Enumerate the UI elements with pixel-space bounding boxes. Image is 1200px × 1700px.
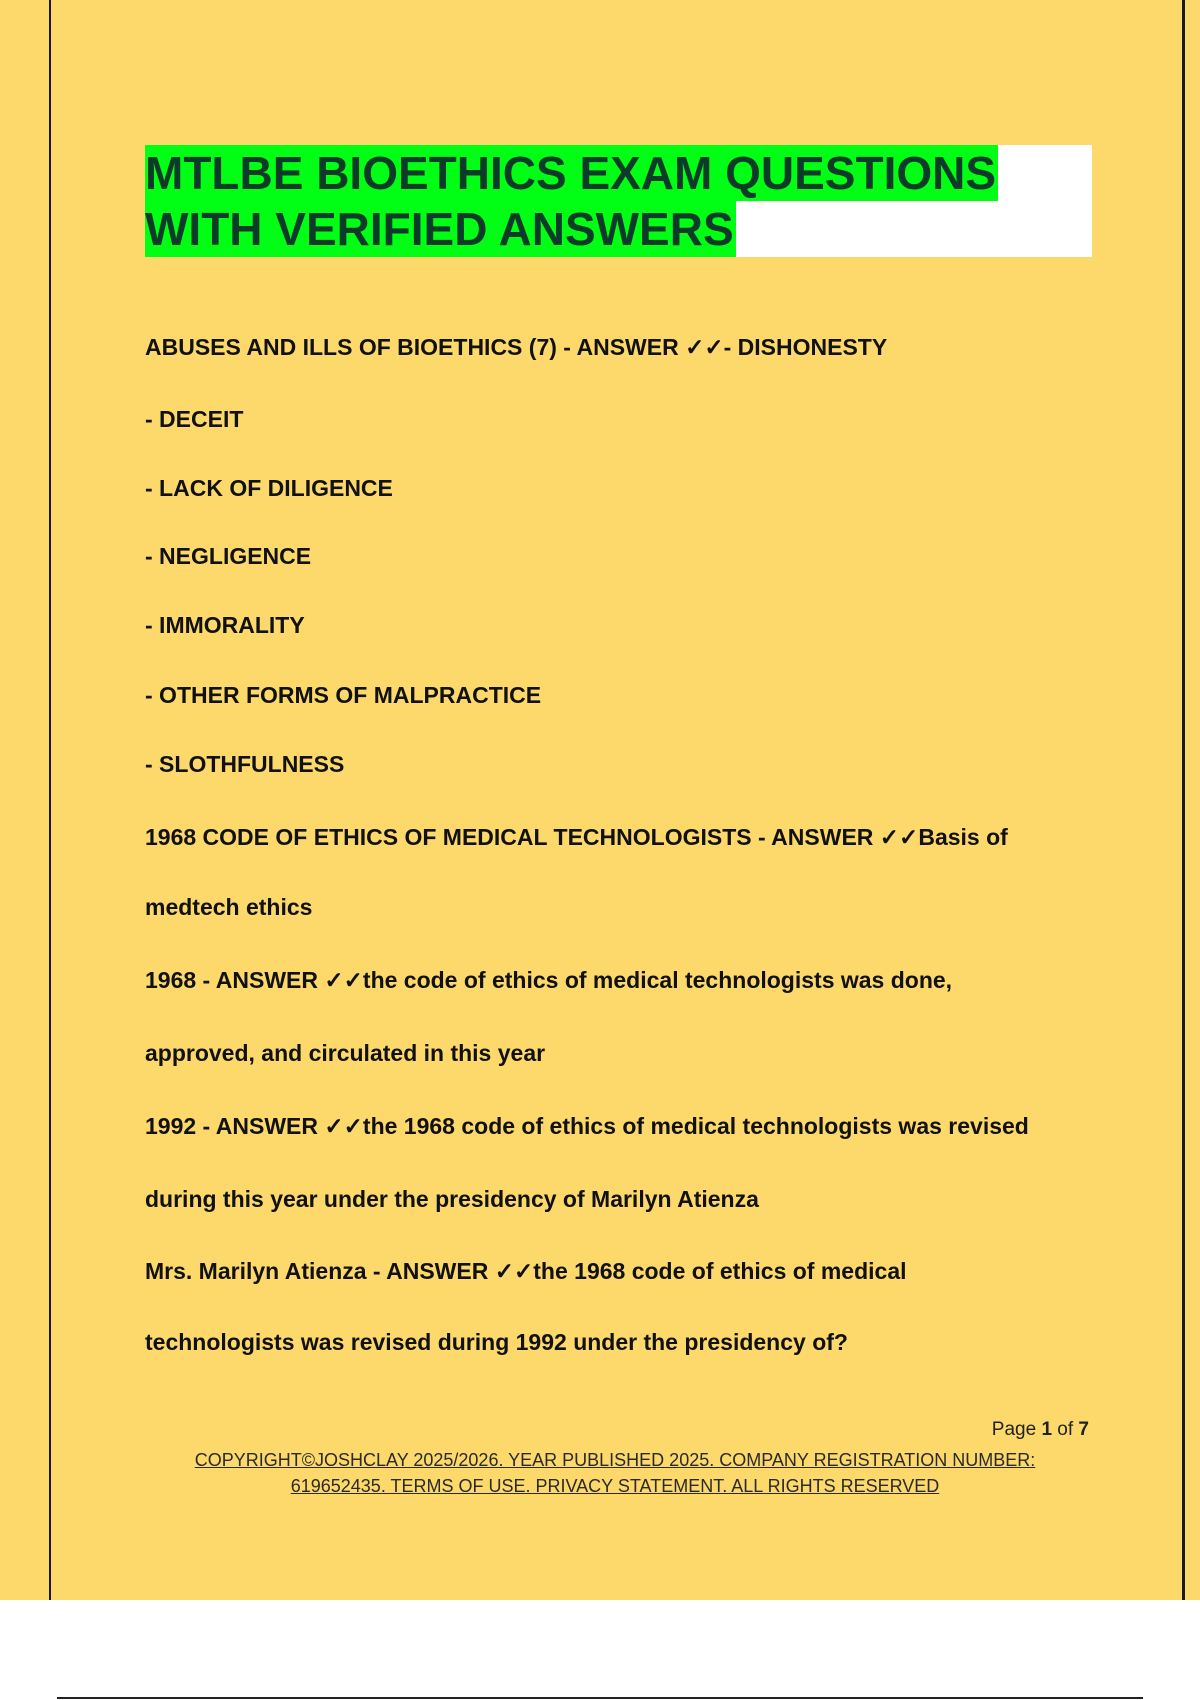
right-margin-rule [1182, 0, 1185, 1600]
body-line: 1968 - ANSWER ✓✓the code of ethics of medical technologists was done, [145, 967, 953, 993]
body-line: during this year under the presidency of Marilyn Atienza [145, 1186, 759, 1212]
body-line: - NEGLIGENCE [145, 543, 312, 569]
body-line: 1992 - ANSWER ✓✓the 1968 code of ethics of medical technologists was revised [145, 1113, 1029, 1139]
body-line: technologists was revised during 1992 under the presidency of? [145, 1329, 848, 1355]
left-margin-rule [49, 0, 51, 1600]
copyright-line-1: COPYRIGHT©JOSHCLAY 2025/2026. YEAR PUBLISHED 2025. COMPANY REGISTRATION NUMBER: [194, 1450, 1036, 1470]
page-total: 7 [1078, 1419, 1089, 1440]
body-line: - LACK OF DILIGENCE [145, 475, 393, 501]
body-line: approved, and circulated in this year [145, 1040, 546, 1066]
next-page-rule [57, 1697, 1143, 1699]
document-title [145, 145, 1092, 257]
body-line: - DECEIT [145, 406, 244, 432]
body-line: - OTHER FORMS OF MALPRACTICE [145, 682, 542, 708]
page-number [992, 1419, 1089, 1441]
body-line: - SLOTHFULNESS [145, 751, 345, 777]
body-line: ABUSES AND ILLS OF BIOETHICS (7) - ANSWER ✓✓- DISHONESTY [145, 334, 888, 360]
body-line: 1968 CODE OF ETHICS OF MEDICAL TECHNOLOGISTS - ANSWER ✓✓Basis of [145, 824, 1008, 850]
body-line: medtech ethics [145, 894, 313, 920]
body-line: Mrs. Marilyn Atienza - ANSWER ✓✓the 1968 code of ethics of medical [145, 1258, 907, 1284]
copyright-notice [150, 1447, 1080, 1499]
page-current: 1 [1041, 1419, 1053, 1440]
body-line: - IMMORALITY [145, 612, 305, 638]
copyright-line-2: 619652435. TERMS OF USE. PRIVACY STATEMENT. ALL RIGHTS RESERVED [290, 1476, 940, 1496]
title-line-2: WITH VERIFIED ANSWERS [145, 203, 734, 255]
page-of: of [1052, 1419, 1079, 1440]
title-line-1: MTLBE BIOETHICS EXAM QUESTIONS [145, 147, 997, 199]
page-prefix: Page [991, 1419, 1042, 1440]
